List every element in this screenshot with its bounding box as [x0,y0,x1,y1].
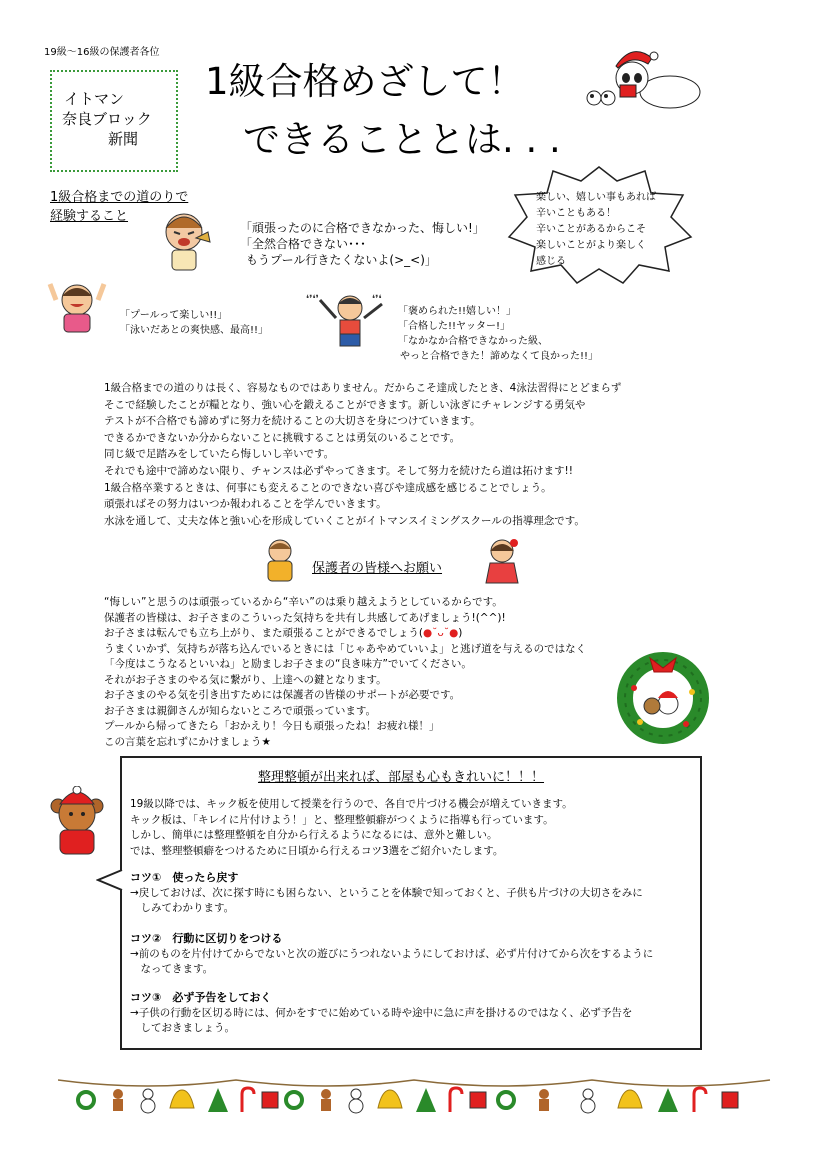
tip-item [130,870,643,917]
tip-item [130,931,653,978]
quote-line: 「なかなか合格できなかった級、 [398,336,548,347]
christmas-wreath-icon [610,648,716,744]
bowing-boy-icon [262,537,298,583]
paragraph-line: それでも途中で諦めない限り、チャンスは必ずやってきます。そして努力を続けたら道は拓けます!! [104,464,573,477]
emoticon-close: ) [458,627,463,639]
quote-line: 「頑張ったのに合格できなかった、悔しい!」 [240,221,485,235]
paragraph-line: うまくいかず、気持ちが落ち込んでいるときには「じゃあやめていいよ」と逃げ道を与えるのではなく [104,642,587,655]
audience-line: 19級～16級の保護者各位 [44,47,160,58]
tip-line: →前のものを片付けてからでないと次の遊びにうつれないようにしておけば、必ず片付けてから次をするように [130,947,654,960]
paragraph-line [104,626,586,642]
tip-line: しみてわかります。 [130,902,235,914]
burst-line: 感じる [536,256,566,267]
request-paragraph [104,595,586,750]
philosophy-paragraph [104,380,621,529]
paragraph-line: 1級合格卒業するときは、何事にも変えることのできない喜びや達成感を感じることでしょう。 [104,481,552,494]
paragraph-line: キック板は、「キレイに片付けよう！」と、整理整頓癖がつくように指導も行っています。 [130,813,554,826]
quote-line: 「合格した!!ヤッター!」 [398,321,511,332]
svg-text:❛❜❛❜: ❛❜❛❜ [306,294,319,305]
svg-text:❛❜❛: ❛❜❛ [372,294,382,305]
tip-heading: コツ① 使ったら戻す [130,871,239,884]
paragraph-line: そこで経験したことが糧となり、強い心を鍛えることができます。新しい泳ぎにチャレンジする勇気や [104,398,586,411]
title-line: できることとは. . . [243,118,561,161]
tip-item [130,990,632,1037]
tip-heading: コツ② 行動に区切りをつける [130,932,283,945]
gingerbread-icon [113,1089,123,1111]
burst-line: 辛いことがあるからこそ [536,224,646,235]
paragraph-line: 保護者の皆様は、お子さまのこういった気持ちを共有し共感してあげましょう!(^^)! [104,611,506,624]
section-heading-line: 1級合格までの道のりで [50,190,189,205]
speech-pointer [96,868,124,892]
wreath-ornament-icon [286,1092,302,1108]
bowing-girl-icon [482,537,522,585]
paragraph-line: できるかできないか分からないことに挑戦することは勇気のいることです。 [104,431,461,444]
paragraph-line: 水泳を通して、丈夫な体と強い心を形成していくことがイトマンスイミングスクールの指導理念です。 [104,514,585,527]
christmas-garland [58,1072,772,1118]
quote-line: 「プールって楽しい!!」 [120,310,228,321]
bell-icon [378,1090,402,1108]
tips-intro [130,797,573,859]
tip-line: しておきましょう。 [130,1022,235,1034]
brand-line: 奈良ブロック [62,110,152,128]
wreath-ornament-icon [498,1092,514,1108]
paragraph-line: 同じ級で足踏みをしていたら悔しいし辛いです。 [104,448,335,461]
gift-icon [262,1092,278,1108]
paragraph-line: では、整理整頓癖をつけるために日頃から行えるコツ3選をご紹介いたします。 [130,844,504,857]
burst-line: 楽しいことがより楽しく [536,240,646,251]
candy-cane-icon [694,1088,706,1112]
paragraph-line: 「今度はこうなるといいね」と励ましお子さまの“良き味方”でいてください。 [104,658,472,670]
tips-box-heading: 整理整頓が出来れば、部屋も心もきれいに！！！ [258,770,545,785]
tip-heading: コツ③ 必ず予告をしておく [130,991,272,1004]
burst-line: 辛いこともある！ [536,208,616,219]
happy-quote [120,308,268,338]
paragraph-line: お子さまのやる気を引き出すためには保護者の皆様のサポートが必要です。 [104,689,461,701]
paragraph-line: 1級合格までの道のりは長く、容易なものではありません。だからこそ達成したとき、4泳法習得にとどまらず [104,382,622,394]
speech-burst-text [536,190,656,270]
quote-line: 「泳いだあとの爽快感、最高!!」 [120,325,269,336]
paragraph-line: テストが不合格でも諦めずに努力を続けることの大切さを身につけていきます。 [104,415,481,428]
crying-quote [240,220,485,268]
quote-line: もうプール行きたくないよ(>_<)」 [246,253,437,267]
gift-icon [722,1092,738,1108]
paragraph-line-text: お子さまは転んでも立ち上がり、また頑張ることができるでしょう( [104,627,423,639]
title-line: 1級合格めざして！ [205,60,525,103]
paragraph-line: プールから帰ってきたら「おかえり！今日も頑張ったね！お疲れ様！」 [104,720,440,732]
paragraph-line: それがお子さまのやる気に繋がり、上達への鍵となります。 [104,673,387,686]
section-heading: 保護者の皆様へお願い [312,561,443,576]
snowman-icon [581,1089,595,1113]
paragraph-line: この言葉を忘れずにかけましょう★ [104,735,271,748]
gingerbread-icon [539,1089,549,1111]
santa-panda-icon [580,40,710,115]
brand-box [50,70,178,172]
snowman-icon [141,1089,155,1113]
quote-line: 「褒められた!!嬉しい！」 [398,306,517,317]
cheering-boy-icon [302,290,398,350]
tree-icon [208,1088,228,1112]
bell-icon [618,1090,642,1108]
quote-line: やっと合格できた！諦めなくて良かった!!」 [400,351,599,362]
happy-child-icon [46,280,108,334]
paragraph-line: “悔しい”と思うのは頑張っているから“辛い”のは乗り越えようとしているからです。 [104,596,503,608]
brand-line: イトマン [64,90,125,108]
tip-line: →子供の行動を区切る時には、何かをすでに始めている時や途中に急に声を掛けるのではなく、必ず予告を [130,1006,633,1019]
tree-icon [416,1088,436,1112]
tree-icon [658,1088,678,1112]
candy-cane-icon [242,1088,254,1112]
crying-child-icon [160,210,212,272]
gingerbread-icon [321,1089,331,1111]
praised-quote [398,304,598,364]
bell-icon [170,1090,194,1108]
smile-emoticon: ●˘ᴗ˘● [423,627,459,639]
burst-line: 楽しい、嬉しい事もあれば [536,192,656,203]
paragraph-line: 19級以降では、キック板を使用して授業を行うので、各自で片づける機会が増えていきます。 [130,798,573,810]
snowman-icon [349,1089,363,1113]
quote-line: 「全然合格できない･･･ [240,237,367,251]
paragraph-line: 頑張ればその努力はいつか報われることを学んでいきます。 [104,498,387,511]
wreath-ornament-icon [78,1092,94,1108]
candy-cane-icon [450,1088,462,1112]
gift-icon [470,1092,486,1108]
paragraph-line: しかし、簡単には整理整頓を自分から行えるようになるには、意外と難しい。 [130,829,498,841]
paragraph-line: お子さまは親御さんが知らないところで頑張っています。 [104,704,377,717]
brand-line: 新聞 [108,130,139,148]
section-heading-line: 経験すること [50,209,129,224]
tip-line: なってきます。 [130,963,214,975]
santa-bear-icon [46,786,108,858]
tip-line: →戻しておけば、次に探す時にも困らない、ということを体験で知っておくと、子供も片づけの大切さをみに [130,886,643,899]
